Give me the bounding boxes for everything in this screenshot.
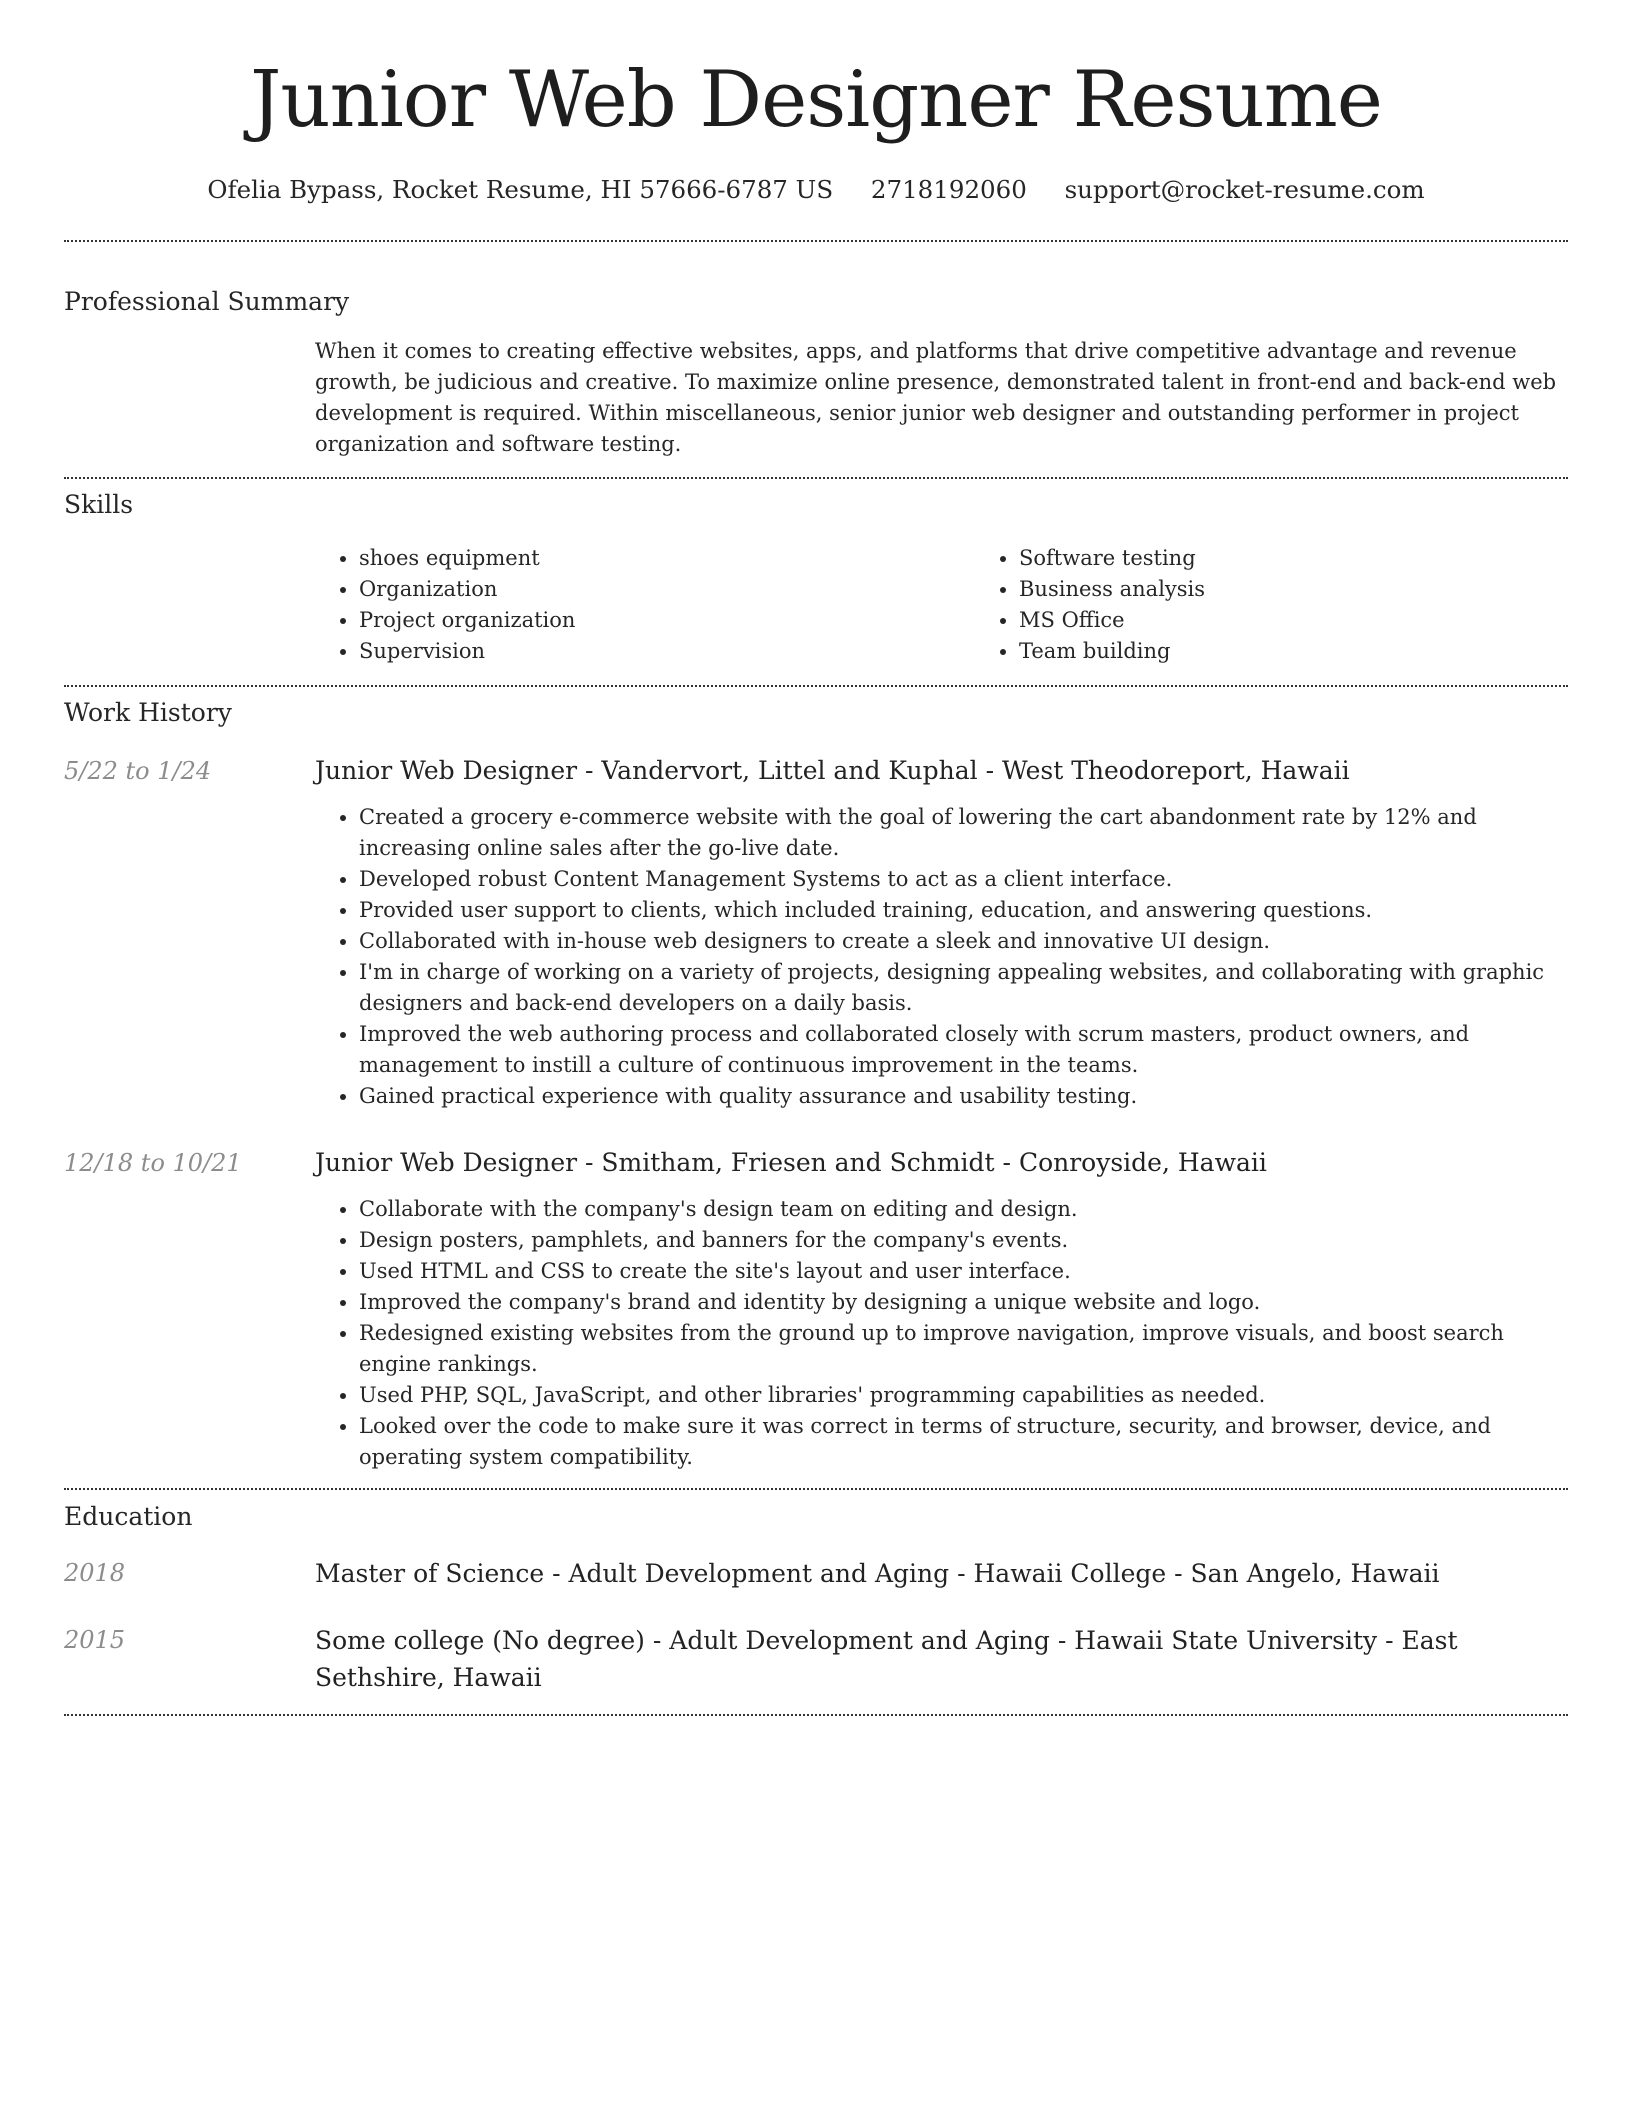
job-bullets bbox=[315, 1194, 1568, 1473]
education-entry bbox=[64, 1622, 1568, 1696]
education-text: Master of Science - Adult Development and Aging - Hawaii College - San Angelo, Hawaii bbox=[315, 1559, 1440, 1588]
skills-spacer bbox=[64, 543, 315, 667]
education-section bbox=[64, 1501, 1568, 1696]
job-bullet: • Gained practical experience with quality assurance and usability testing. bbox=[359, 1081, 1568, 1112]
job-bullet: • Used PHP, SQL, JavaScript, and other libraries' programming capabilities as needed. bbox=[359, 1380, 1568, 1411]
section-divider bbox=[64, 477, 1568, 479]
summary-text: When it comes to creating effective websites, apps, and platforms that drive competitive advantage and revenue growth, be judicious and creative. To maximize online presence, demonstrated talent in front-end and back-end web development is required. Within miscellaneous, senior junior web designer and outstanding performer in project organization and software testing. bbox=[315, 339, 1557, 456]
contact-line bbox=[64, 174, 1568, 206]
job-bullet: • Looked over the code to make sure it was correct in terms of structure, security, and browser, device, and operating system compatibility. bbox=[359, 1411, 1568, 1473]
job-bullet: • Collaborated with in-house web designers to create a sleek and innovative UI design. bbox=[359, 926, 1568, 957]
summary-spacer bbox=[64, 336, 315, 460]
job-bullet: • I'm in charge of working on a variety of projects, designing appealing websites, and collaborating with graphic designers and back-end developers on a daily basis. bbox=[359, 957, 1568, 1019]
job-entry bbox=[64, 755, 1568, 1112]
job-entry bbox=[64, 1147, 1568, 1473]
skill-item: • Organization bbox=[359, 574, 975, 605]
job-bullet: • Used HTML and CSS to create the site's layout and user interface. bbox=[359, 1256, 1568, 1287]
job-dates: 12/18 to 10/21 bbox=[64, 1149, 242, 1177]
skills-list-left bbox=[315, 543, 975, 667]
summary-section bbox=[64, 286, 1568, 460]
summary-heading: Professional Summary bbox=[64, 287, 350, 316]
skill-item: • Business analysis bbox=[1019, 574, 1632, 605]
education-heading: Education bbox=[64, 1502, 193, 1531]
section-divider bbox=[64, 685, 1568, 687]
skill-item: • MS Office bbox=[1019, 605, 1632, 636]
job-bullet: • Provided user support to clients, which included training, education, and answering questions. bbox=[359, 895, 1568, 926]
skill-item: • Team building bbox=[1019, 636, 1632, 667]
contact-phone: 2718192060 bbox=[870, 175, 1027, 204]
skill-item: • shoes equipment bbox=[359, 543, 975, 574]
job-title: Junior Web Designer - Vandervort, Littel and Kuphal - West Theodoreport, Hawaii bbox=[315, 756, 1350, 785]
job-bullets bbox=[315, 802, 1568, 1112]
contact-address: Ofelia Bypass, Rocket Resume, HI 57666-6787 US bbox=[207, 175, 834, 204]
job-bullet: • Created a grocery e-commerce website with the goal of lowering the cart abandonment rate by 12% and increasing online sales after the go-live date. bbox=[359, 802, 1568, 864]
job-bullet: • Improved the company's brand and identity by designing a unique website and logo. bbox=[359, 1287, 1568, 1318]
skill-item: • Project organization bbox=[359, 605, 975, 636]
work-heading: Work History bbox=[64, 698, 232, 727]
section-divider bbox=[64, 1714, 1568, 1716]
resume-title: Junior Web Designer Resume bbox=[250, 55, 1382, 145]
education-year: 2018 bbox=[64, 1559, 126, 1587]
section-divider bbox=[64, 240, 1568, 242]
education-entry bbox=[64, 1555, 1568, 1592]
contact-email: support@rocket-resume.com bbox=[1064, 175, 1425, 204]
section-divider bbox=[64, 1488, 1568, 1490]
job-dates: 5/22 to 1/24 bbox=[64, 757, 212, 785]
skill-item: • Supervision bbox=[359, 636, 975, 667]
resume-header bbox=[64, 0, 1568, 206]
job-bullet: • Design posters, pamphlets, and banners for the company's events. bbox=[359, 1225, 1568, 1256]
job-bullet: • Developed robust Content Management Systems to act as a client interface. bbox=[359, 864, 1568, 895]
skills-list-right bbox=[975, 543, 1632, 667]
job-bullet: • Collaborate with the company's design team on editing and design. bbox=[359, 1194, 1568, 1225]
skill-item: • Software testing bbox=[1019, 543, 1632, 574]
job-title: Junior Web Designer - Smitham, Friesen and Schmidt - Conroyside, Hawaii bbox=[315, 1148, 1267, 1177]
job-bullet: • Improved the web authoring process and collaborated closely with scrum masters, product owners, and management to instill a culture of continuous improvement in the teams. bbox=[359, 1019, 1568, 1081]
skills-heading: Skills bbox=[64, 490, 134, 519]
job-bullet: • Redesigned existing websites from the ground up to improve navigation, improve visuals, and boost search engine rankings. bbox=[359, 1318, 1568, 1380]
skills-section bbox=[64, 489, 1568, 667]
work-section bbox=[64, 697, 1568, 1473]
education-year: 2015 bbox=[64, 1626, 126, 1654]
education-text: Some college (No degree) - Adult Development and Aging - Hawaii State University - East Sethshire, Hawaii bbox=[315, 1626, 1458, 1692]
